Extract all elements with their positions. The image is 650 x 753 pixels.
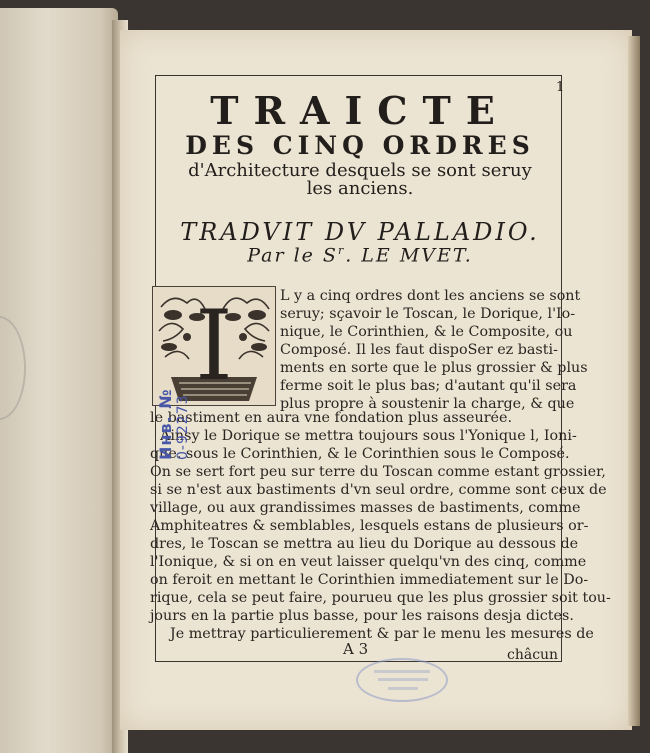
body-line: dres, le Toscan se mettra au lieu du Dorique au dessous de [150, 536, 579, 552]
body-line: ferme soit le plus bas; d'autant qu'il sera [280, 378, 577, 394]
inventory-stamp [118, 270, 191, 470]
body-line: que. sous le Corinthien, & le Corinthien sous le Composé. [150, 446, 570, 462]
body-line: on feroit en mettant le Corinthien immediatement sur le Do- [150, 572, 589, 588]
inventory-prefix: Инв. № [156, 388, 175, 460]
body-line: rique, cela se peut faire, pourueu que les plus grossier soit tou- [150, 590, 611, 606]
body-line: l'Ionique, & si on en veut laisser quelqu'vn des cinq, comme [150, 554, 587, 570]
drop-cap-letter: I [195, 290, 233, 402]
body-line: jours en la partie plus basse, pour les raisons desja dictes. [150, 608, 574, 624]
body-line: L y a cinq ordres dont les anciens se sont [280, 288, 581, 304]
inventory-stamp-text [156, 389, 191, 460]
body-line: Ainsy le Dorique se mettra toujours sous l'Yonique l, Ioni- [160, 428, 577, 444]
body-line: seruy; sçavoir le Toscan, le Dorique, l'Io- [280, 306, 576, 322]
body-line: Je mettray particulierement & par le menu les mesures de [170, 626, 594, 642]
subtitle-prefix: Par le S [247, 244, 338, 267]
page-edge [628, 36, 640, 726]
subtitle-line-1: TRADVIT DV PALLADIO. [180, 218, 540, 246]
body-line: nique, le Corinthien, & le Composite, ou [280, 324, 573, 340]
title-line-1: TRAICTE [210, 88, 510, 133]
subtitle-suffix: . LE MVET. [345, 244, 473, 267]
catchword: châcun [507, 647, 559, 663]
body-line: Amphiteatres & semblables, lesquels estans de plusieurs or- [150, 518, 589, 534]
faded-round-stamp [0, 316, 26, 420]
facing-leaf [0, 8, 118, 753]
subtitle-line-2 [150, 244, 570, 266]
title-line-4: les anciens. [306, 178, 414, 199]
body-line: Composé. Il les faut dispoSer ez basti- [280, 342, 558, 358]
body-line: si se n'est aux bastiments d'vn seul ordre, comme sont ceux de [150, 482, 607, 498]
library-stamp [356, 658, 448, 702]
body-line: On se sert fort peu sur terre du Toscan comme estant grossier, [150, 464, 606, 480]
signature-mark: A 3 [343, 640, 369, 658]
title-line-3: d'Architecture desquels se sont seruy [188, 160, 532, 181]
body-line: le bastiment en aura vne fondation plus asseurée. [150, 410, 513, 426]
body-line: village, ou aux grandissimes masses de bastiments, comme [150, 500, 581, 516]
body-line: plus propre à soustenir la charge, & que [280, 396, 575, 412]
subtitle-superscript: r [337, 244, 346, 257]
inventory-number: 0-92273 [175, 394, 191, 460]
body-line: ments en sorte que le plus grossier & plus [280, 360, 588, 376]
title-line-2: DES CINQ ORDRES [185, 131, 535, 160]
folio-number: 1 [556, 80, 565, 95]
